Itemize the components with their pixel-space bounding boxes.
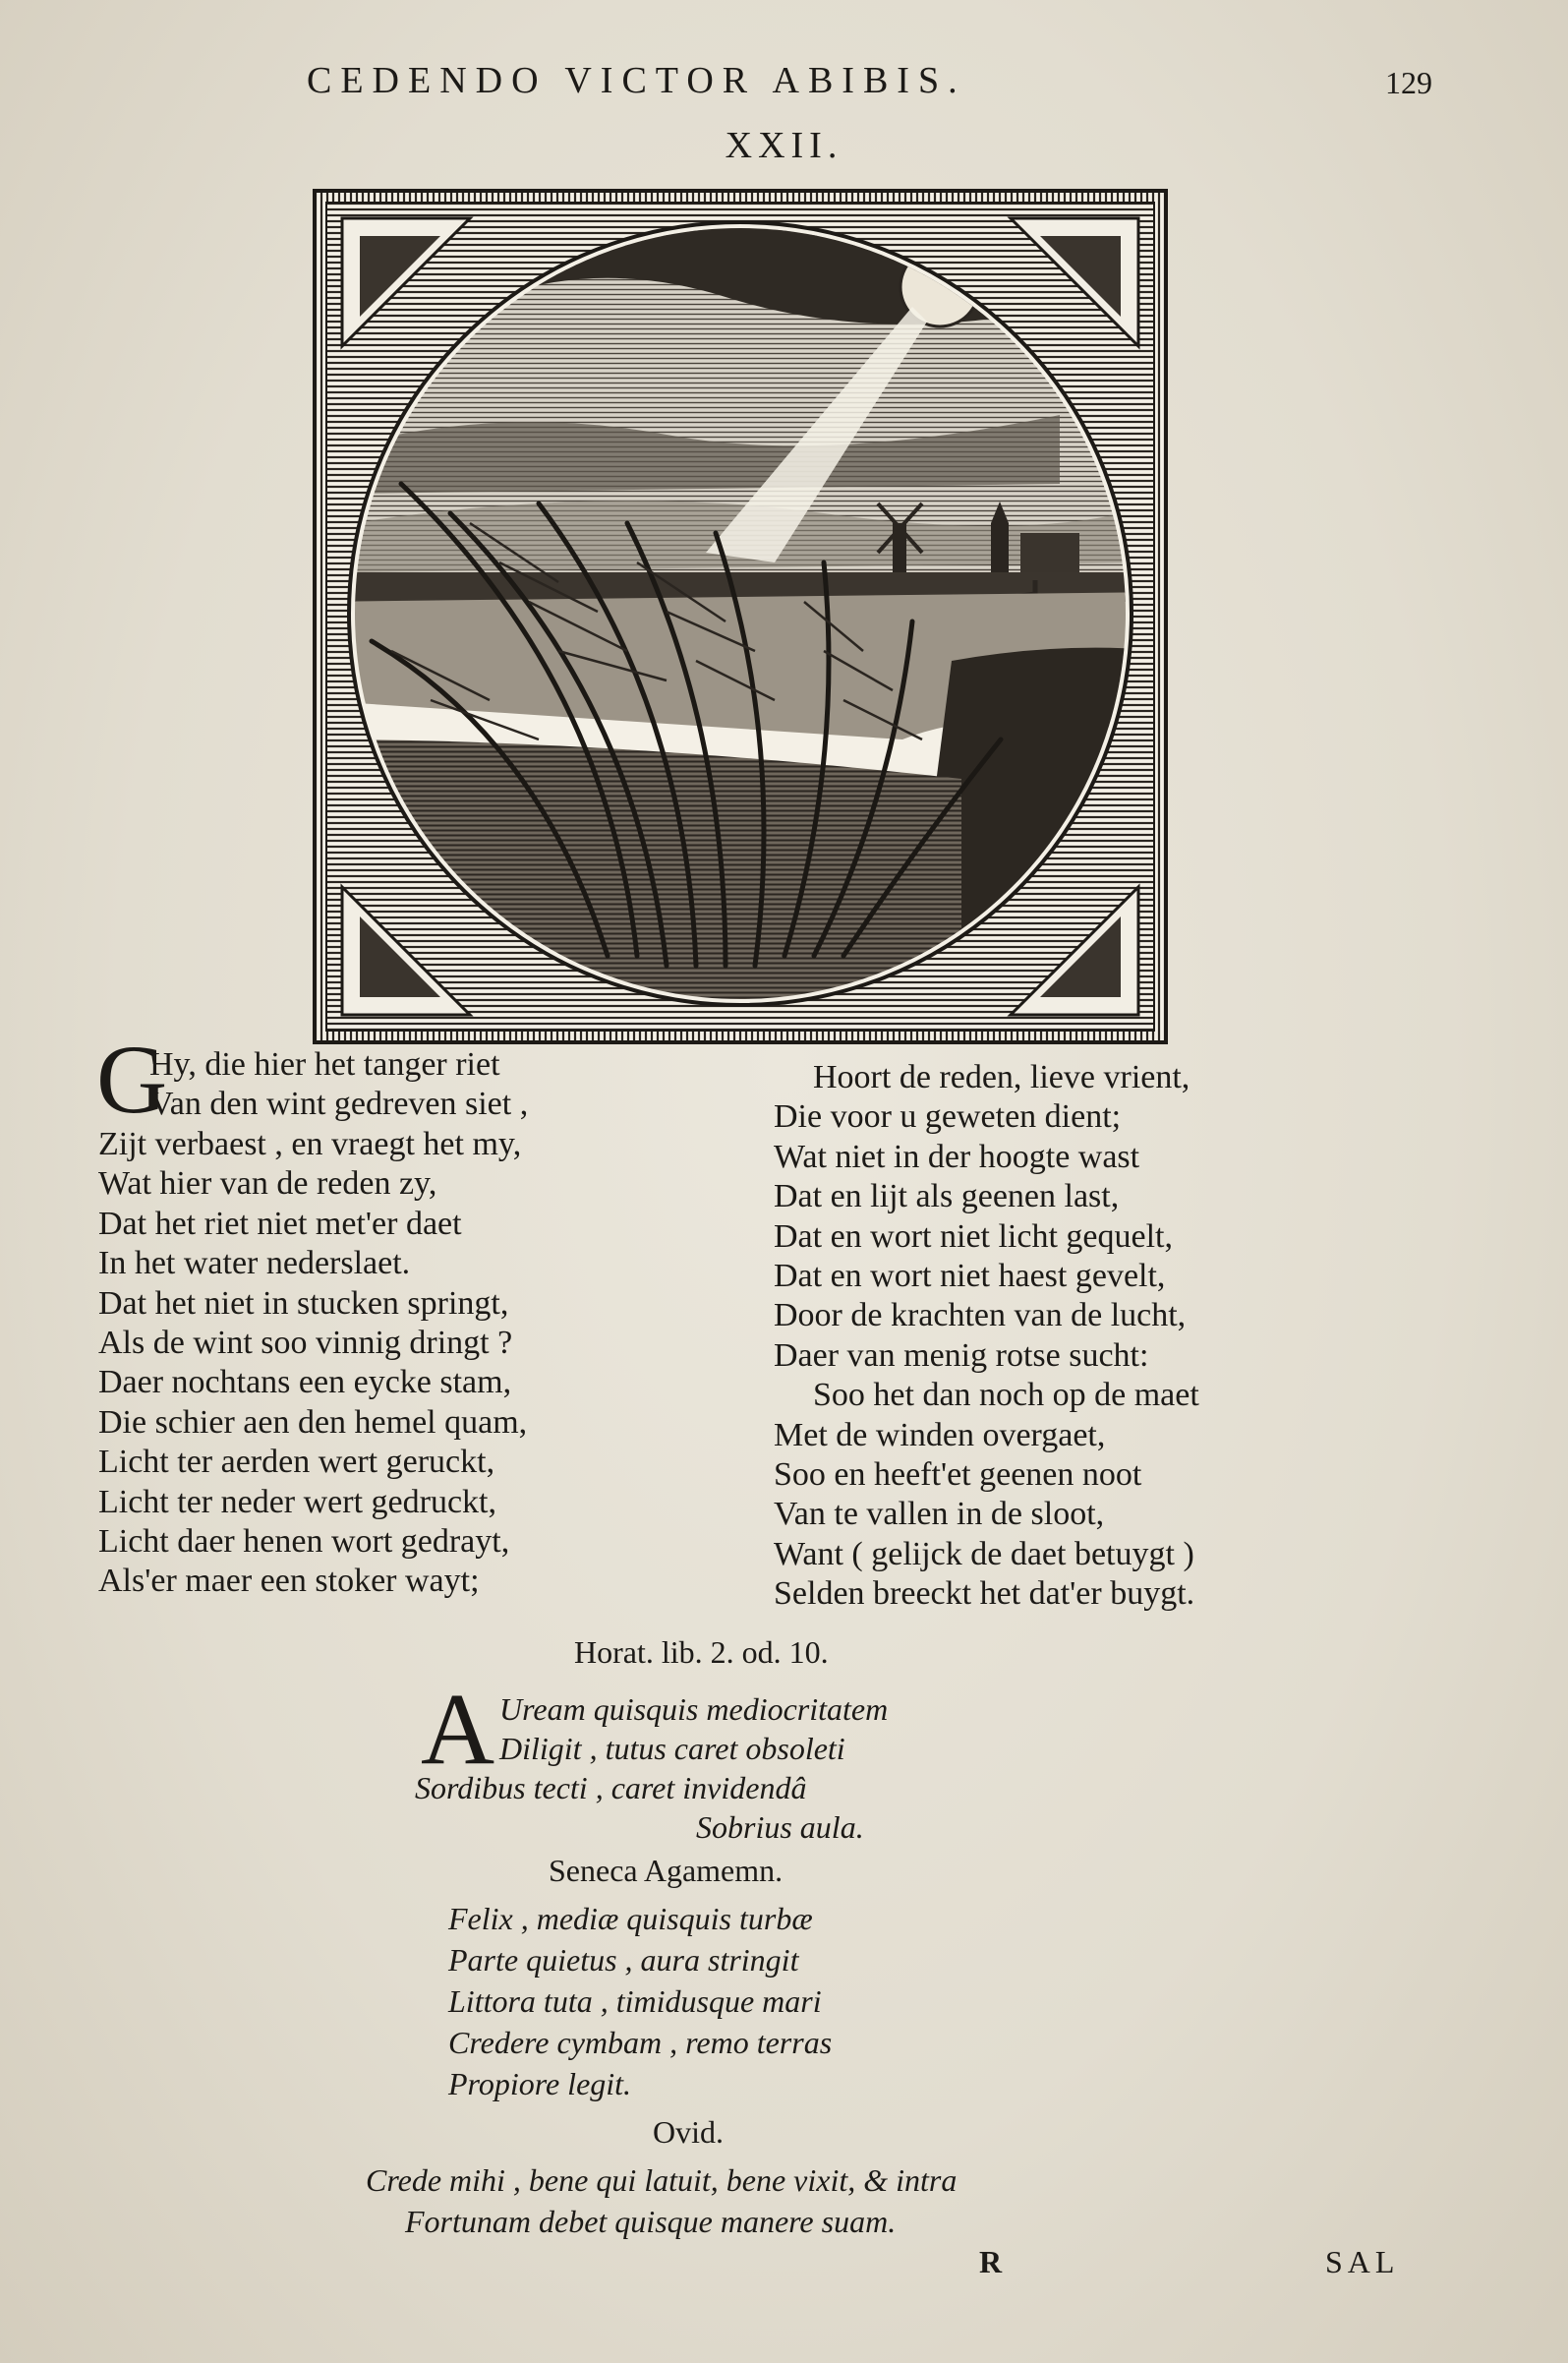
poem-line: Dat en wort niet licht gequelt, [774,1217,1173,1255]
poem-line: Die schier aen den hemel quam, [98,1403,528,1441]
poem-line: In het water nederslaet. [98,1245,411,1282]
latin-line: Diligit , tutus caret obsoleti [499,1731,845,1766]
seneca-quote [448,1898,832,2104]
poem-line: Selden breeckt het dat'er buygt. [774,1575,1195,1613]
ovid-citation: Ovid. [653,2114,724,2150]
poem-left-column [149,1045,528,1125]
poem-line: Soo en heeft'et geenen noot [774,1455,1142,1493]
emblem-number: XXII. [725,125,843,166]
poem-line: Als'er maer een stoker wayt; [98,1563,480,1600]
poem-line: Daer nochtans een eycke stam, [98,1364,512,1401]
poem-line: Zijt verbaest , en vraegt het my, [98,1126,522,1162]
latin-line: Felix , mediæ quisquis turbæ [448,1901,813,1936]
horace-citation: Horat. lib. 2. od. 10. [574,1634,829,1670]
poem-right-column [774,1058,1199,1614]
poem-line: Dat en wort niet haest gevelt, [774,1257,1166,1294]
page-header-motto: CEDENDO VICTOR ABIBIS. [307,60,966,101]
poem-line: Met de winden overgaet, [774,1416,1106,1453]
poem-line: Hoort de reden, lieve vrient, [813,1059,1191,1095]
ovid-quote [366,2159,957,2242]
poem-line: Licht ter neder wert gedruckt, [98,1483,496,1520]
poem-line: Dat het riet niet met'er daet [98,1205,462,1242]
latin-line: Parte quietus , aura stringit [448,1942,799,1978]
poem-line: Soo het dan noch op de maet [813,1377,1199,1414]
poem-line: Licht ter aerden wert geruckt, [98,1444,495,1481]
latin-line: Littora tuta , timidusque mari [448,1983,822,2019]
seneca-citation: Seneca Agamemn. [549,1853,784,1888]
poem-drop-cap: G [96,1025,168,1134]
latin-line: Sordibus tecti , caret invidendâ [415,1770,807,1805]
poem-line: Hy, die hier het tanger riet [149,1046,500,1083]
poem-line: Wat niet in der hoogte wast [774,1138,1140,1175]
latin-line: Credere cymbam , remo terras [448,2025,833,2060]
poem-line: Door de krachten van de lucht, [774,1297,1187,1334]
poem-line: Dat en lijt als geenen last, [774,1178,1120,1215]
horace-drop-cap: A [421,1673,495,1786]
poem-left-column-cont [98,1125,527,1602]
latin-line: Sobrius aula. [696,1809,864,1845]
horace-quote [499,1689,888,1768]
latin-line: Propiore legit. [448,2066,632,2101]
horace-quote-cont [415,1768,864,1847]
poem-line: Daer van menig rotse sucht: [774,1336,1149,1374]
poem-line: Van te vallen in de sloot, [774,1496,1105,1533]
poem-line: Want ( gelijck de daet betuygt ) [774,1535,1194,1572]
signature-mark: R [979,2244,1003,2279]
poem-line: Als de wint soo vinnig dringt ? [98,1324,513,1361]
latin-line: Uream quisquis mediocritatem [499,1691,889,1727]
poem-line: Van den wint gedreven siet , [149,1086,529,1123]
poem-line: Wat hier van de reden zy, [98,1165,437,1203]
page-number: 129 [1385,65,1432,100]
latin-line: Fortunam debet quisque manere suam. [405,2204,897,2239]
emblem-engraving [313,189,1168,1044]
poem-line: Die voor u geweten dient; [774,1098,1122,1136]
poem-line: Dat het niet in stucken springt, [98,1284,509,1322]
poem-line: Licht daer henen wort gedrayt, [98,1522,510,1560]
latin-line: Crede mihi , bene qui latuit, bene vixit, & intra [366,2162,958,2198]
catchword: SAL [1325,2244,1400,2279]
